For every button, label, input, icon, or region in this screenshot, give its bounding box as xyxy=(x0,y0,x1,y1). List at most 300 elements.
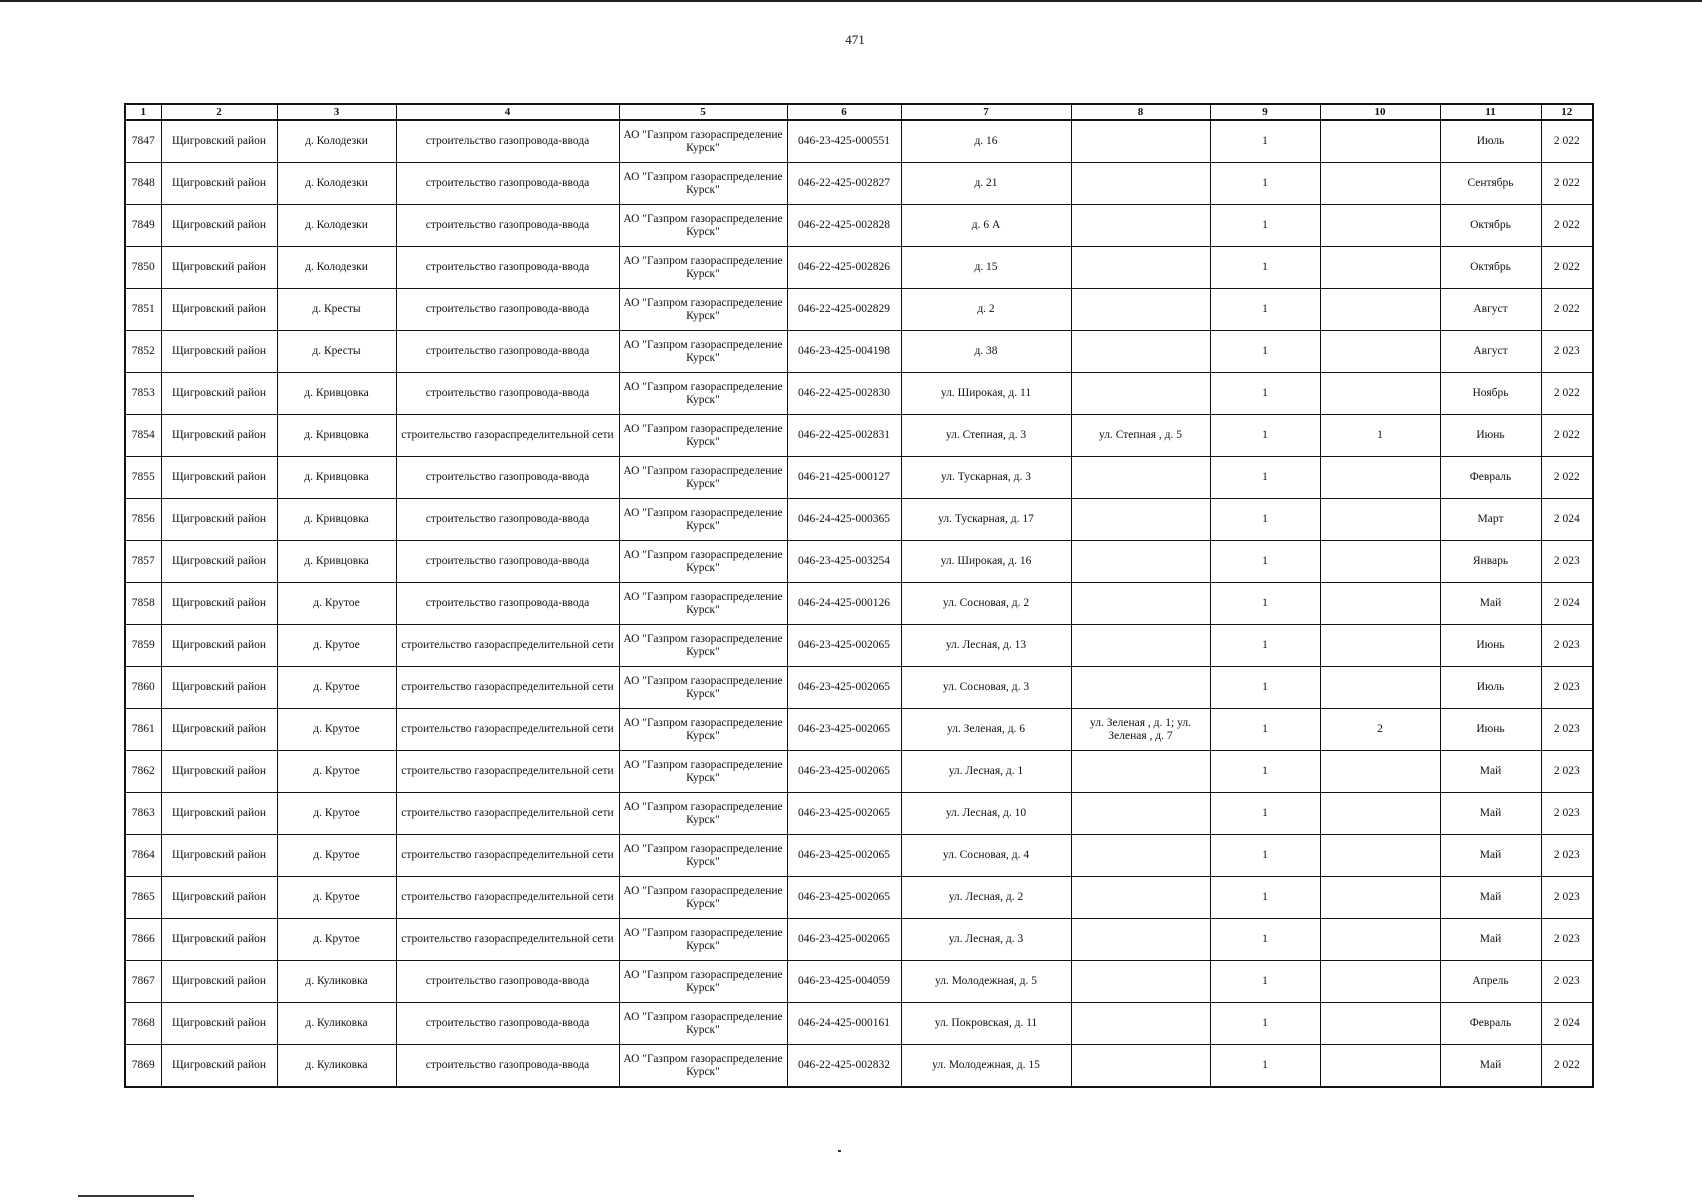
cell-extra-addresses xyxy=(1071,499,1210,541)
cell-organization: АО "Газпром газораспределение Курск" xyxy=(619,331,787,373)
cell-district: Щигровский район xyxy=(161,583,277,625)
cell-count: 1 xyxy=(1210,457,1320,499)
cell-settlement: д. Колодезки xyxy=(277,205,396,247)
cell-district: Щигровский район xyxy=(161,625,277,667)
cell-extra-count xyxy=(1320,919,1440,961)
cell-organization: АО "Газпром газораспределение Курск" xyxy=(619,205,787,247)
cell-number: 7851 xyxy=(125,289,161,331)
cell-settlement: д. Кривцовка xyxy=(277,541,396,583)
cell-address: ул. Тускарная, д. 17 xyxy=(901,499,1071,541)
cell-count: 1 xyxy=(1210,751,1320,793)
cell-number: 7853 xyxy=(125,373,161,415)
table-body xyxy=(125,120,1593,1087)
cell-code: 046-22-425-002830 xyxy=(787,373,901,415)
cell-code: 046-23-425-004059 xyxy=(787,961,901,1003)
cell-count: 1 xyxy=(1210,877,1320,919)
table-row xyxy=(125,373,1593,415)
cell-settlement: д. Куликовка xyxy=(277,1045,396,1088)
cell-district: Щигровский район xyxy=(161,120,277,163)
cell-address: ул. Сосновая, д. 3 xyxy=(901,667,1071,709)
cell-settlement: д. Крутое xyxy=(277,877,396,919)
cell-organization: АО "Газпром газораспределение Курск" xyxy=(619,667,787,709)
cell-month: Май xyxy=(1440,583,1541,625)
cell-address: д. 16 xyxy=(901,120,1071,163)
cell-month: Август xyxy=(1440,289,1541,331)
cell-extra-count xyxy=(1320,793,1440,835)
table-row xyxy=(125,919,1593,961)
cell-organization: АО "Газпром газораспределение Курск" xyxy=(619,1045,787,1088)
cell-work-type: строительство газопровода-ввода xyxy=(396,961,619,1003)
cell-district: Щигровский район xyxy=(161,163,277,205)
cell-count: 1 xyxy=(1210,331,1320,373)
cell-extra-count xyxy=(1320,1003,1440,1045)
page-number: 471 xyxy=(845,32,865,47)
cell-code: 046-23-425-002065 xyxy=(787,835,901,877)
cell-extra-addresses xyxy=(1071,625,1210,667)
cell-district: Щигровский район xyxy=(161,415,277,457)
cell-organization: АО "Газпром газораспределение Курск" xyxy=(619,877,787,919)
cell-code: 046-23-425-004198 xyxy=(787,331,901,373)
cell-extra-addresses xyxy=(1071,331,1210,373)
column-header: 6 xyxy=(787,104,901,120)
cell-address: ул. Лесная, д. 10 xyxy=(901,793,1071,835)
cell-address: ул. Лесная, д. 3 xyxy=(901,919,1071,961)
table-row xyxy=(125,247,1593,289)
cell-month: Октябрь xyxy=(1440,247,1541,289)
cell-extra-count xyxy=(1320,247,1440,289)
cell-number: 7860 xyxy=(125,667,161,709)
cell-work-type: строительство газораспределительной сети xyxy=(396,625,619,667)
cell-settlement: д. Крутое xyxy=(277,751,396,793)
cell-code: 046-23-425-002065 xyxy=(787,919,901,961)
cell-address: ул. Зеленая, д. 6 xyxy=(901,709,1071,751)
cell-work-type: строительство газопровода-ввода xyxy=(396,205,619,247)
table-row xyxy=(125,709,1593,751)
cell-year: 2 024 xyxy=(1541,583,1593,625)
cell-district: Щигровский район xyxy=(161,961,277,1003)
cell-extra-count xyxy=(1320,331,1440,373)
cell-settlement: д. Кривцовка xyxy=(277,373,396,415)
cell-district: Щигровский район xyxy=(161,331,277,373)
cell-extra-count xyxy=(1320,499,1440,541)
column-header: 4 xyxy=(396,104,619,120)
cell-extra-count xyxy=(1320,961,1440,1003)
cell-code: 046-22-425-002829 xyxy=(787,289,901,331)
cell-year: 2 023 xyxy=(1541,625,1593,667)
cell-extra-count: 2 xyxy=(1320,709,1440,751)
cell-code: 046-24-425-000365 xyxy=(787,499,901,541)
column-header: 11 xyxy=(1440,104,1541,120)
table-row xyxy=(125,835,1593,877)
cell-code: 046-22-425-002827 xyxy=(787,163,901,205)
cell-number: 7855 xyxy=(125,457,161,499)
cell-count: 1 xyxy=(1210,793,1320,835)
cell-year: 2 023 xyxy=(1541,919,1593,961)
cell-number: 7848 xyxy=(125,163,161,205)
cell-year: 2 023 xyxy=(1541,877,1593,919)
cell-district: Щигровский район xyxy=(161,457,277,499)
cell-extra-count xyxy=(1320,667,1440,709)
cell-extra-addresses xyxy=(1071,373,1210,415)
cell-address: д. 2 xyxy=(901,289,1071,331)
cell-code: 046-21-425-000127 xyxy=(787,457,901,499)
cell-address: ул. Молодежная, д. 15 xyxy=(901,1045,1071,1088)
cell-count: 1 xyxy=(1210,835,1320,877)
cell-work-type: строительство газопровода-ввода xyxy=(396,163,619,205)
cell-organization: АО "Газпром газораспределение Курск" xyxy=(619,835,787,877)
cell-extra-count xyxy=(1320,373,1440,415)
cell-count: 1 xyxy=(1210,583,1320,625)
cell-extra-addresses xyxy=(1071,163,1210,205)
cell-work-type: строительство газопровода-ввода xyxy=(396,247,619,289)
cell-organization: АО "Газпром газораспределение Курск" xyxy=(619,415,787,457)
cell-address: ул. Широкая, д. 16 xyxy=(901,541,1071,583)
cell-settlement: д. Колодезки xyxy=(277,120,396,163)
cell-address: д. 6 А xyxy=(901,205,1071,247)
cell-extra-count xyxy=(1320,289,1440,331)
column-header: 7 xyxy=(901,104,1071,120)
cell-extra-count: 1 xyxy=(1320,415,1440,457)
cell-work-type: строительство газопровода-ввода xyxy=(396,499,619,541)
cell-code: 046-22-425-002826 xyxy=(787,247,901,289)
cell-work-type: строительство газораспределительной сети xyxy=(396,877,619,919)
cell-year: 2 023 xyxy=(1541,331,1593,373)
column-header: 10 xyxy=(1320,104,1440,120)
cell-work-type: строительство газопровода-ввода xyxy=(396,583,619,625)
header-row xyxy=(125,104,1593,120)
cell-organization: АО "Газпром газораспределение Курск" xyxy=(619,1003,787,1045)
cell-code: 046-23-425-002065 xyxy=(787,625,901,667)
cell-number: 7865 xyxy=(125,877,161,919)
cell-count: 1 xyxy=(1210,205,1320,247)
cell-district: Щигровский район xyxy=(161,793,277,835)
cell-organization: АО "Газпром газораспределение Курск" xyxy=(619,457,787,499)
cell-extra-count xyxy=(1320,205,1440,247)
cell-extra-addresses xyxy=(1071,541,1210,583)
table-row xyxy=(125,120,1593,163)
cell-address: ул. Тускарная, д. 3 xyxy=(901,457,1071,499)
cell-count: 1 xyxy=(1210,247,1320,289)
table-row xyxy=(125,205,1593,247)
cell-district: Щигровский район xyxy=(161,499,277,541)
cell-month: Февраль xyxy=(1440,457,1541,499)
cell-number: 7852 xyxy=(125,331,161,373)
cell-count: 1 xyxy=(1210,667,1320,709)
cell-organization: АО "Газпром газораспределение Курск" xyxy=(619,373,787,415)
cell-address: ул. Лесная, д. 1 xyxy=(901,751,1071,793)
cell-year: 2 022 xyxy=(1541,415,1593,457)
column-header: 12 xyxy=(1541,104,1593,120)
cell-extra-count xyxy=(1320,583,1440,625)
cell-extra-addresses xyxy=(1071,1045,1210,1088)
column-header: 5 xyxy=(619,104,787,120)
cell-district: Щигровский район xyxy=(161,247,277,289)
cell-month: Май xyxy=(1440,835,1541,877)
cell-year: 2 022 xyxy=(1541,373,1593,415)
cell-number: 7847 xyxy=(125,120,161,163)
cell-month: Октябрь xyxy=(1440,205,1541,247)
cell-count: 1 xyxy=(1210,1045,1320,1088)
cell-settlement: д. Колодезки xyxy=(277,163,396,205)
cell-work-type: строительство газораспределительной сети xyxy=(396,415,619,457)
cell-code: 046-23-425-002065 xyxy=(787,877,901,919)
cell-address: д. 21 xyxy=(901,163,1071,205)
cell-organization: АО "Газпром газораспределение Курск" xyxy=(619,961,787,1003)
scan-mark xyxy=(838,1150,841,1152)
cell-organization: АО "Газпром газораспределение Курск" xyxy=(619,583,787,625)
cell-number: 7869 xyxy=(125,1045,161,1088)
cell-extra-count xyxy=(1320,877,1440,919)
cell-extra-addresses xyxy=(1071,667,1210,709)
cell-address: д. 15 xyxy=(901,247,1071,289)
cell-settlement: д. Кривцовка xyxy=(277,499,396,541)
cell-year: 2 023 xyxy=(1541,709,1593,751)
cell-organization: АО "Газпром газораспределение Курск" xyxy=(619,541,787,583)
cell-year: 2 023 xyxy=(1541,541,1593,583)
cell-code: 046-22-425-002828 xyxy=(787,205,901,247)
cell-organization: АО "Газпром газораспределение Курск" xyxy=(619,163,787,205)
cell-extra-addresses xyxy=(1071,751,1210,793)
cell-organization: АО "Газпром газораспределение Курск" xyxy=(619,919,787,961)
cell-extra-addresses xyxy=(1071,961,1210,1003)
cell-extra-count xyxy=(1320,835,1440,877)
cell-number: 7867 xyxy=(125,961,161,1003)
footnote-rule xyxy=(78,1195,194,1197)
cell-month: Ноябрь xyxy=(1440,373,1541,415)
cell-code: 046-23-425-002065 xyxy=(787,709,901,751)
cell-extra-addresses xyxy=(1071,583,1210,625)
cell-extra-addresses xyxy=(1071,877,1210,919)
cell-settlement: д. Куликовка xyxy=(277,1003,396,1045)
cell-organization: АО "Газпром газораспределение Курск" xyxy=(619,751,787,793)
cell-organization: АО "Газпром газораспределение Курск" xyxy=(619,625,787,667)
cell-month: Май xyxy=(1440,793,1541,835)
cell-settlement: д. Крутое xyxy=(277,625,396,667)
cell-district: Щигровский район xyxy=(161,667,277,709)
cell-count: 1 xyxy=(1210,289,1320,331)
cell-district: Щигровский район xyxy=(161,751,277,793)
cell-code: 046-24-425-000161 xyxy=(787,1003,901,1045)
cell-extra-addresses: ул. Зеленая , д. 1; ул. Зеленая , д. 7 xyxy=(1071,709,1210,751)
cell-code: 046-22-425-002831 xyxy=(787,415,901,457)
cell-extra-addresses xyxy=(1071,289,1210,331)
cell-work-type: строительство газораспределительной сети xyxy=(396,709,619,751)
cell-district: Щигровский район xyxy=(161,541,277,583)
cell-month: Март xyxy=(1440,499,1541,541)
cell-count: 1 xyxy=(1210,919,1320,961)
cell-month: Июнь xyxy=(1440,709,1541,751)
cell-address: ул. Покровская, д. 11 xyxy=(901,1003,1071,1045)
cell-code: 046-23-425-002065 xyxy=(787,751,901,793)
cell-year: 2 023 xyxy=(1541,961,1593,1003)
table-row xyxy=(125,331,1593,373)
table-row xyxy=(125,457,1593,499)
table-row xyxy=(125,499,1593,541)
cell-count: 1 xyxy=(1210,415,1320,457)
table-row xyxy=(125,961,1593,1003)
column-header: 2 xyxy=(161,104,277,120)
cell-work-type: строительство газопровода-ввода xyxy=(396,373,619,415)
cell-work-type: строительство газопровода-ввода xyxy=(396,457,619,499)
cell-settlement: д. Кресты xyxy=(277,331,396,373)
cell-number: 7849 xyxy=(125,205,161,247)
table-header xyxy=(125,104,1593,120)
cell-organization: АО "Газпром газораспределение Курск" xyxy=(619,499,787,541)
cell-extra-count xyxy=(1320,751,1440,793)
cell-address: ул. Молодежная, д. 5 xyxy=(901,961,1071,1003)
cell-number: 7864 xyxy=(125,835,161,877)
cell-district: Щигровский район xyxy=(161,1003,277,1045)
table-row xyxy=(125,751,1593,793)
cell-organization: АО "Газпром газораспределение Курск" xyxy=(619,289,787,331)
cell-year: 2 022 xyxy=(1541,1045,1593,1088)
cell-month: Май xyxy=(1440,877,1541,919)
column-header: 9 xyxy=(1210,104,1320,120)
cell-district: Щигровский район xyxy=(161,709,277,751)
cell-settlement: д. Крутое xyxy=(277,835,396,877)
cell-extra-count xyxy=(1320,625,1440,667)
cell-number: 7866 xyxy=(125,919,161,961)
cell-year: 2 024 xyxy=(1541,1003,1593,1045)
table-row xyxy=(125,415,1593,457)
cell-work-type: строительство газопровода-ввода xyxy=(396,541,619,583)
cell-address: ул. Сосновая, д. 4 xyxy=(901,835,1071,877)
gasification-table xyxy=(124,103,1594,1088)
cell-month: Июнь xyxy=(1440,415,1541,457)
cell-extra-addresses xyxy=(1071,793,1210,835)
cell-organization: АО "Газпром газораспределение Курск" xyxy=(619,120,787,163)
cell-number: 7859 xyxy=(125,625,161,667)
table-row xyxy=(125,289,1593,331)
cell-year: 2 022 xyxy=(1541,457,1593,499)
cell-code: 046-23-425-003254 xyxy=(787,541,901,583)
table-row xyxy=(125,583,1593,625)
cell-number: 7862 xyxy=(125,751,161,793)
cell-number: 7856 xyxy=(125,499,161,541)
cell-month: Июль xyxy=(1440,120,1541,163)
cell-year: 2 022 xyxy=(1541,289,1593,331)
cell-extra-addresses xyxy=(1071,835,1210,877)
cell-settlement: д. Кривцовка xyxy=(277,415,396,457)
cell-work-type: строительство газопровода-ввода xyxy=(396,331,619,373)
cell-month: Январь xyxy=(1440,541,1541,583)
cell-settlement: д. Крутое xyxy=(277,667,396,709)
cell-work-type: строительство газопровода-ввода xyxy=(396,289,619,331)
cell-count: 1 xyxy=(1210,1003,1320,1045)
cell-year: 2 023 xyxy=(1541,793,1593,835)
cell-number: 7850 xyxy=(125,247,161,289)
table-row xyxy=(125,541,1593,583)
cell-organization: АО "Газпром газораспределение Курск" xyxy=(619,247,787,289)
cell-district: Щигровский район xyxy=(161,919,277,961)
cell-extra-count xyxy=(1320,541,1440,583)
page-top-edge xyxy=(0,0,1702,2)
cell-address: ул. Широкая, д. 11 xyxy=(901,373,1071,415)
cell-count: 1 xyxy=(1210,163,1320,205)
cell-number: 7868 xyxy=(125,1003,161,1045)
cell-number: 7857 xyxy=(125,541,161,583)
cell-address: ул. Степная, д. 3 xyxy=(901,415,1071,457)
cell-month: Август xyxy=(1440,331,1541,373)
cell-settlement: д. Крутое xyxy=(277,793,396,835)
cell-count: 1 xyxy=(1210,499,1320,541)
cell-work-type: строительство газопровода-ввода xyxy=(396,1045,619,1088)
cell-settlement: д. Кресты xyxy=(277,289,396,331)
cell-month: Май xyxy=(1440,1045,1541,1088)
cell-settlement: д. Крутое xyxy=(277,709,396,751)
cell-extra-addresses xyxy=(1071,1003,1210,1045)
cell-count: 1 xyxy=(1210,961,1320,1003)
cell-district: Щигровский район xyxy=(161,373,277,415)
cell-number: 7854 xyxy=(125,415,161,457)
cell-extra-addresses: ул. Степная , д. 5 xyxy=(1071,415,1210,457)
cell-extra-addresses xyxy=(1071,457,1210,499)
cell-month: Сентябрь xyxy=(1440,163,1541,205)
cell-count: 1 xyxy=(1210,373,1320,415)
cell-district: Щигровский район xyxy=(161,835,277,877)
cell-month: Май xyxy=(1440,751,1541,793)
cell-work-type: строительство газораспределительной сети xyxy=(396,835,619,877)
cell-extra-addresses xyxy=(1071,247,1210,289)
cell-code: 046-24-425-000126 xyxy=(787,583,901,625)
cell-work-type: строительство газораспределительной сети xyxy=(396,793,619,835)
cell-number: 7863 xyxy=(125,793,161,835)
cell-address: ул. Лесная, д. 13 xyxy=(901,625,1071,667)
cell-organization: АО "Газпром газораспределение Курск" xyxy=(619,793,787,835)
cell-month: Май xyxy=(1440,919,1541,961)
cell-extra-count xyxy=(1320,457,1440,499)
cell-year: 2 022 xyxy=(1541,163,1593,205)
table-row xyxy=(125,877,1593,919)
table-row xyxy=(125,163,1593,205)
cell-year: 2 022 xyxy=(1541,120,1593,163)
cell-organization: АО "Газпром газораспределение Курск" xyxy=(619,709,787,751)
table-row xyxy=(125,1003,1593,1045)
cell-count: 1 xyxy=(1210,709,1320,751)
cell-code: 046-23-425-002065 xyxy=(787,667,901,709)
column-header: 3 xyxy=(277,104,396,120)
cell-extra-addresses xyxy=(1071,120,1210,163)
cell-work-type: строительство газопровода-ввода xyxy=(396,120,619,163)
cell-year: 2 023 xyxy=(1541,835,1593,877)
cell-number: 7861 xyxy=(125,709,161,751)
cell-code: 046-23-425-000551 xyxy=(787,120,901,163)
cell-year: 2 022 xyxy=(1541,247,1593,289)
cell-month: Июнь xyxy=(1440,625,1541,667)
cell-work-type: строительство газораспределительной сети xyxy=(396,919,619,961)
cell-settlement: д. Куликовка xyxy=(277,961,396,1003)
cell-extra-count xyxy=(1320,1045,1440,1088)
cell-address: ул. Сосновая, д. 2 xyxy=(901,583,1071,625)
column-header: 8 xyxy=(1071,104,1210,120)
cell-number: 7858 xyxy=(125,583,161,625)
cell-settlement: д. Кривцовка xyxy=(277,457,396,499)
table-row xyxy=(125,667,1593,709)
table-row xyxy=(125,793,1593,835)
cell-year: 2 023 xyxy=(1541,751,1593,793)
cell-month: Февраль xyxy=(1440,1003,1541,1045)
cell-year: 2 023 xyxy=(1541,667,1593,709)
cell-year: 2 024 xyxy=(1541,499,1593,541)
cell-settlement: д. Крутое xyxy=(277,583,396,625)
cell-extra-count xyxy=(1320,120,1440,163)
cell-district: Щигровский район xyxy=(161,205,277,247)
cell-extra-addresses xyxy=(1071,919,1210,961)
table-row xyxy=(125,1045,1593,1088)
cell-month: Июль xyxy=(1440,667,1541,709)
cell-count: 1 xyxy=(1210,541,1320,583)
column-header: 1 xyxy=(125,104,161,120)
